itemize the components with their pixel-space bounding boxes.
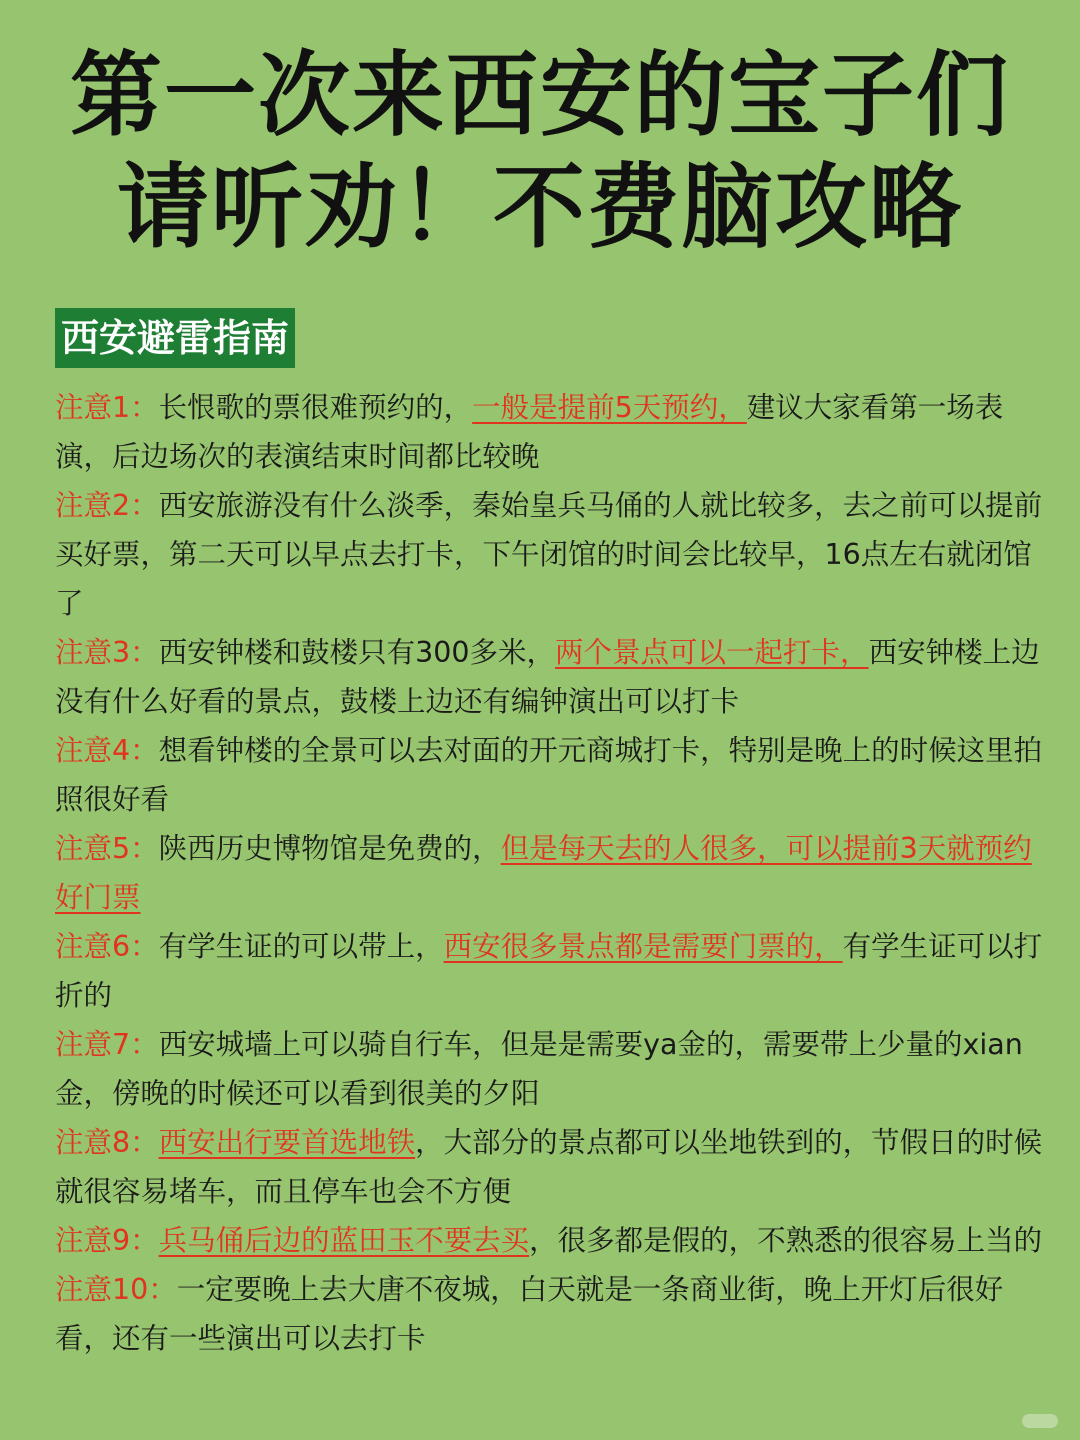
note-text: 想看钟楼的全景可以去对面的开元商城打卡，特别是晚上的时候这里拍照很好看 [55,734,1043,816]
note-label: 注意1： [55,391,159,424]
note-text-after: ，很多都是假的，不熟悉的很容易上当的 [529,1224,1043,1257]
note-text: 陕西历史博物馆是免费的， [158,832,501,865]
note-highlight: 两个景点可以一起打卡， [555,636,869,669]
title-line-2: 请听劝！不费脑攻略 [116,154,963,261]
note-item [55,824,1047,922]
note-label: 注意2： [55,489,159,522]
notes-list [55,383,1047,1363]
note-text: 有学生证的可以带上， [158,930,444,963]
note-label: 注意4： [55,734,159,767]
note-label: 注意3： [55,636,159,669]
note-text: 一定要晚上去大唐不夜城，白天就是一条商业街，晚上开灯后很好看，还有一些演出可以去打卡 [55,1273,1004,1355]
page-title [0,40,1080,264]
title-line-1: 第一次来西安的宝子们 [69,42,1010,149]
note-item [55,481,1047,628]
note-text: 西安城墙上可以骑自行车，但是是需要ya金的，需要带上少量的xian金，傍晚的时候还可以看到很美的夕阳 [55,1028,1023,1110]
note-text-after: 有学生证可以打折的 [55,930,1043,1012]
note-highlight: 西安出行要首选地铁 [158,1126,416,1159]
note-highlight: 兵马俑后边的蓝田玉不要去买 [158,1224,530,1257]
note-label: 注意5： [55,832,159,865]
note-item [55,383,1047,481]
note-item [55,922,1047,1020]
note-highlight: 但是每天去的人很多，可以提前3天就预约好门票 [55,832,1032,914]
note-label: 注意6： [55,930,159,963]
note-text: 长恨歌的票很难预约的， [158,391,473,424]
note-item [55,628,1047,726]
note-item [55,726,1047,824]
note-text-after: 建议大家看第一场表演，后边场次的表演结束时间都比较晚 [55,391,1004,473]
note-text: 西安旅游没有什么淡季，秦始皇兵马俑的人就比较多，去之前可以提前买好票，第二天可以早点去打卡，下午闭馆的时间会比较早，16点左右就闭馆了 [55,489,1043,620]
note-label: 注意7： [55,1028,159,1061]
note-label: 注意8： [55,1126,159,1159]
note-highlight: 西安很多景点都是需要门票的， [443,930,843,963]
note-item [55,1265,1047,1363]
note-text: 西安钟楼和鼓楼只有300多米， [158,636,556,669]
section-tag: 西安避雷指南 [55,308,295,368]
note-text-after: 西安钟楼上边没有什么好看的景点，鼓楼上边还有编钟演出可以打卡 [55,636,1040,718]
watermark-badge [1022,1414,1058,1428]
note-item [55,1216,1047,1265]
note-highlight: 一般是提前5天预约， [472,391,747,424]
note-item [55,1118,1047,1216]
note-text-after: ，大部分的景点都可以坐地铁到的，节假日的时候就很容易堵车，而且停车也会不方便 [55,1126,1043,1208]
note-label: 注意9： [55,1224,159,1257]
note-label: 注意10： [55,1273,177,1306]
note-item [55,1020,1047,1118]
